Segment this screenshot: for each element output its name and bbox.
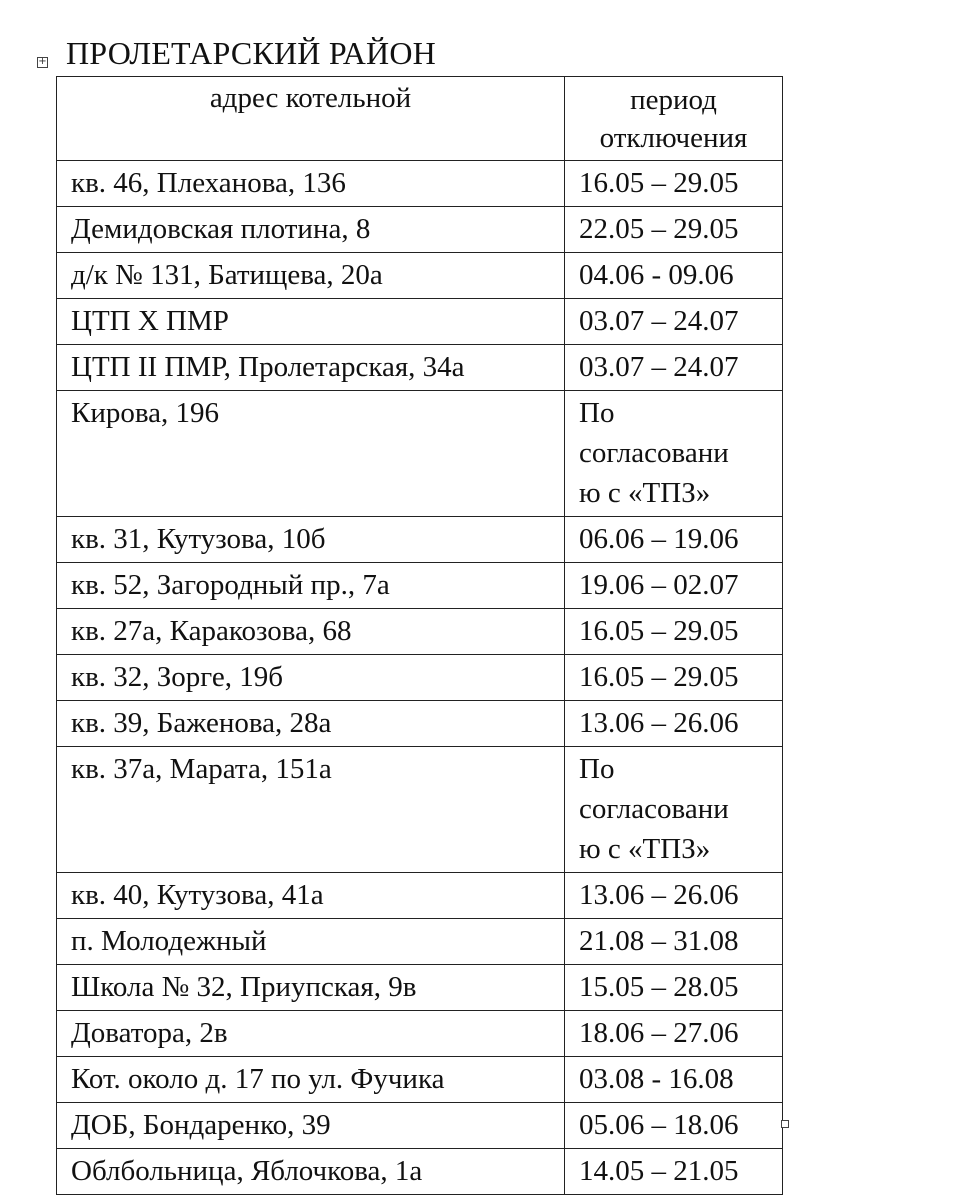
header-period: период отключения: [565, 77, 783, 161]
period-cell: 18.06 – 27.06: [565, 1011, 783, 1057]
address-cell: кв. 52, Загородный пр., 7а: [57, 563, 565, 609]
period-cell: 16.05 – 29.05: [565, 609, 783, 655]
table-row: [57, 391, 783, 517]
table-row: [57, 299, 783, 345]
address-cell: ЦТП X ПМР: [57, 299, 565, 345]
table-row: [57, 701, 783, 747]
period-cell: 13.06 – 26.06: [565, 701, 783, 747]
address-cell: Кот. около д. 17 по ул. Фучика: [57, 1057, 565, 1103]
table-row: [57, 655, 783, 701]
address-cell: кв. 31, Кутузова, 10б: [57, 517, 565, 563]
address-cell: Кирова, 196: [57, 391, 565, 517]
period-cell: 14.05 – 21.05: [565, 1149, 783, 1195]
address-cell: Демидовская плотина, 8: [57, 207, 565, 253]
address-cell: ДОБ, Бондаренко, 39: [57, 1103, 565, 1149]
period-cell: 13.06 – 26.06: [565, 873, 783, 919]
address-cell: кв. 39, Баженова, 28а: [57, 701, 565, 747]
address-cell: Доватора, 2в: [57, 1011, 565, 1057]
period-cell: 15.05 – 28.05: [565, 965, 783, 1011]
header-address: адрес котельной: [57, 77, 565, 161]
address-cell: Школа № 32, Приупская, 9в: [57, 965, 565, 1011]
period-cell: 03.07 – 24.07: [565, 299, 783, 345]
address-cell: кв. 32, Зорге, 19б: [57, 655, 565, 701]
table-resize-handle-icon[interactable]: [781, 1120, 789, 1128]
table-row: [57, 747, 783, 873]
period-cell: 19.06 – 02.07: [565, 563, 783, 609]
address-cell: кв. 46, Плеханова, 136: [57, 161, 565, 207]
period-cell: 06.06 – 19.06: [565, 517, 783, 563]
table-row: [57, 919, 783, 965]
address-cell: ЦТП II ПМР, Пролетарская, 34а: [57, 345, 565, 391]
table-row: [57, 517, 783, 563]
address-cell: д/к № 131, Батищева, 20а: [57, 253, 565, 299]
address-cell: п. Молодежный: [57, 919, 565, 965]
address-cell: кв. 37а, Марата, 151а: [57, 747, 565, 873]
address-cell: кв. 40, Кутузова, 41а: [57, 873, 565, 919]
table-row: [57, 1149, 783, 1195]
boiler-shutdown-table: [56, 76, 783, 1195]
period-cell: По согласовани ю с «ТПЗ»: [565, 391, 783, 517]
period-cell: 03.08 - 16.08: [565, 1057, 783, 1103]
period-cell: 05.06 – 18.06: [565, 1103, 783, 1149]
table-row: [57, 253, 783, 299]
table-row: [57, 345, 783, 391]
table-row: [57, 1103, 783, 1149]
table-row: [57, 965, 783, 1011]
table-row: [57, 609, 783, 655]
period-cell: 16.05 – 29.05: [565, 161, 783, 207]
period-cell: 03.07 – 24.07: [565, 345, 783, 391]
table-header-row: [57, 77, 783, 161]
table-row: [57, 1011, 783, 1057]
table-row: [57, 1057, 783, 1103]
period-cell: По согласовани ю с «ТПЗ»: [565, 747, 783, 873]
address-cell: Облбольница, Яблочкова, 1а: [57, 1149, 565, 1195]
table-row: [57, 161, 783, 207]
period-cell: 16.05 – 29.05: [565, 655, 783, 701]
period-cell: 21.08 – 31.08: [565, 919, 783, 965]
document-title: ПРОЛЕТАРСКИЙ РАЙОН: [66, 35, 436, 71]
table-row: [57, 563, 783, 609]
period-cell: 04.06 - 09.06: [565, 253, 783, 299]
table-row: [57, 873, 783, 919]
address-cell: кв. 27а, Каракозова, 68: [57, 609, 565, 655]
table-move-handle-icon[interactable]: +: [38, 56, 47, 67]
table-row: [57, 207, 783, 253]
period-cell: 22.05 – 29.05: [565, 207, 783, 253]
